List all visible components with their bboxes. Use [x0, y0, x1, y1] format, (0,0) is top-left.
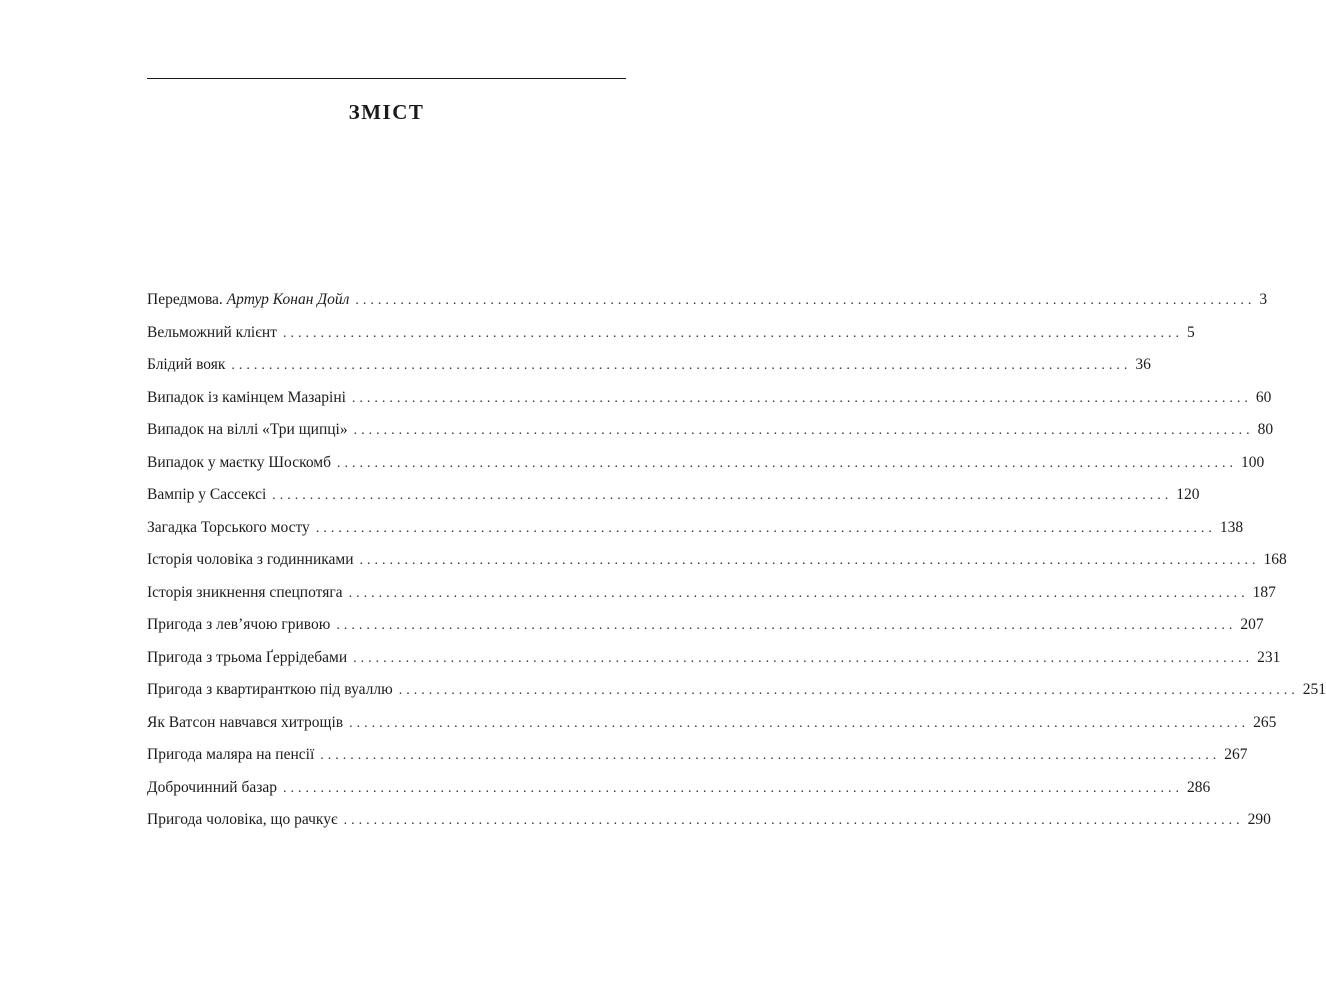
toc-entry-page: 60 [1255, 388, 1272, 406]
toc-entry [147, 810, 1271, 843]
toc-entry-title: Пригода маляра на пенсії [147, 746, 315, 763]
toc-entry [147, 680, 1326, 713]
toc-entry-author: Артур Конан Дойл [226, 291, 350, 308]
toc-leader-dots: ........................................................................................................................ [351, 390, 1252, 406]
toc-entry [147, 648, 1281, 681]
toc-leader-dots: ........................................................................................................................ [282, 780, 1183, 796]
toc-entry-title: Пригода чоловіка, що рачкує [147, 811, 338, 828]
toc-entry-page: 290 [1247, 811, 1271, 828]
toc-entry [147, 745, 1248, 778]
toc-entry-page: 36 [1135, 356, 1151, 373]
toc-leader-dots: ........................................................................................................................ [355, 293, 1256, 308]
toc-entry [147, 355, 1151, 388]
toc-leader-dots: ........................................................................................................................ [348, 585, 1249, 601]
toc-entry-page: 120 [1176, 486, 1200, 503]
toc-leader-dots: ........................................................................................................................ [343, 813, 1244, 828]
toc-entry-title: Історія чоловіка з годинниками [147, 551, 354, 568]
toc-leader-dots: ........................................................................................................................ [231, 358, 1132, 373]
toc-entry-page: 3 [1259, 291, 1268, 308]
toc-entry-page: 207 [1240, 616, 1264, 633]
toc-entry [147, 420, 1274, 453]
toc-entry [147, 713, 1277, 746]
toc-leader-dots: ........................................................................................................................ [272, 488, 1173, 503]
toc-entry-page: 265 [1253, 713, 1277, 731]
toc-entry-title: Пригода з лев’ячою гривою [147, 616, 331, 633]
toc-entry [147, 290, 1268, 323]
toc-leader-dots: ........................................................................................................................ [336, 455, 1237, 471]
toc-entry [147, 485, 1200, 518]
toc-entry [147, 778, 1211, 811]
toc-entry-page: 80 [1257, 421, 1274, 438]
toc-entry-title: Доброчинний базар [147, 778, 277, 796]
toc-entry-title: Вампір у Сассексі [147, 486, 267, 503]
toc-entry-page: 231 [1257, 648, 1281, 666]
toc-entry-title: Пригода з трьома Ґеррідебами [147, 648, 348, 666]
toc-entry-page: 286 [1186, 778, 1211, 796]
toc-entry [147, 388, 1272, 421]
toc-entry-title: Випадок на віллі «Три щипці» [147, 421, 348, 438]
toc-entry-title: Випадок у маєтку Шоскомб [147, 453, 331, 471]
table-of-contents [147, 290, 1326, 843]
toc-entry-title: Як Ватсон навчався хитрощів [147, 713, 344, 731]
toc-leader-dots: ........................................................................................................................ [320, 748, 1221, 763]
toc-leader-dots: ........................................................................................................................ [353, 423, 1254, 438]
toc-leader-dots: ........................................................................................................................ [336, 618, 1237, 633]
toc-entry-title: Блідий вояк [147, 356, 226, 373]
toc-leader-dots: ........................................................................................................................ [282, 325, 1183, 341]
toc-entry-page: 168 [1263, 551, 1287, 568]
page-title: ЗМІСТ [348, 100, 425, 124]
toc-entry-page: 5 [1186, 323, 1195, 341]
toc-entry-page: 251 [1302, 681, 1326, 698]
toc-entry-title: Вельможний клієнт [147, 323, 277, 341]
toc-entry-page: 138 [1219, 518, 1244, 536]
toc-leader-dots: ........................................................................................................................ [349, 715, 1250, 731]
toc-entry-page: 267 [1224, 746, 1248, 763]
toc-entry [147, 615, 1264, 648]
toc-entry-page: 187 [1252, 583, 1276, 601]
toc-entry-title: Історія зникнення спецпотяга [147, 583, 343, 601]
toc-entry [147, 453, 1265, 486]
toc-leader-dots: ........................................................................................................................ [398, 683, 1299, 698]
toc-entry-page: 100 [1240, 453, 1265, 471]
toc-entry [147, 323, 1195, 356]
toc-leader-dots: ........................................................................................................................ [353, 650, 1254, 666]
header-rule [147, 78, 626, 79]
toc-entry-title: Пригода з квартиранткою під вуаллю [147, 681, 393, 698]
toc-entry-title: Випадок із камінцем Мазаріні [147, 388, 346, 406]
toc-leader-dots: ........................................................................................................................ [359, 553, 1260, 568]
toc-entry [147, 550, 1287, 583]
toc-entry-title: Передмова. [147, 291, 223, 308]
toc-entry-label [147, 290, 355, 310]
toc-leader-dots: ........................................................................................................................ [315, 520, 1216, 536]
toc-entry [147, 583, 1276, 616]
toc-entry [147, 518, 1244, 551]
toc-entry-title: Загадка Торського мосту [147, 518, 310, 536]
